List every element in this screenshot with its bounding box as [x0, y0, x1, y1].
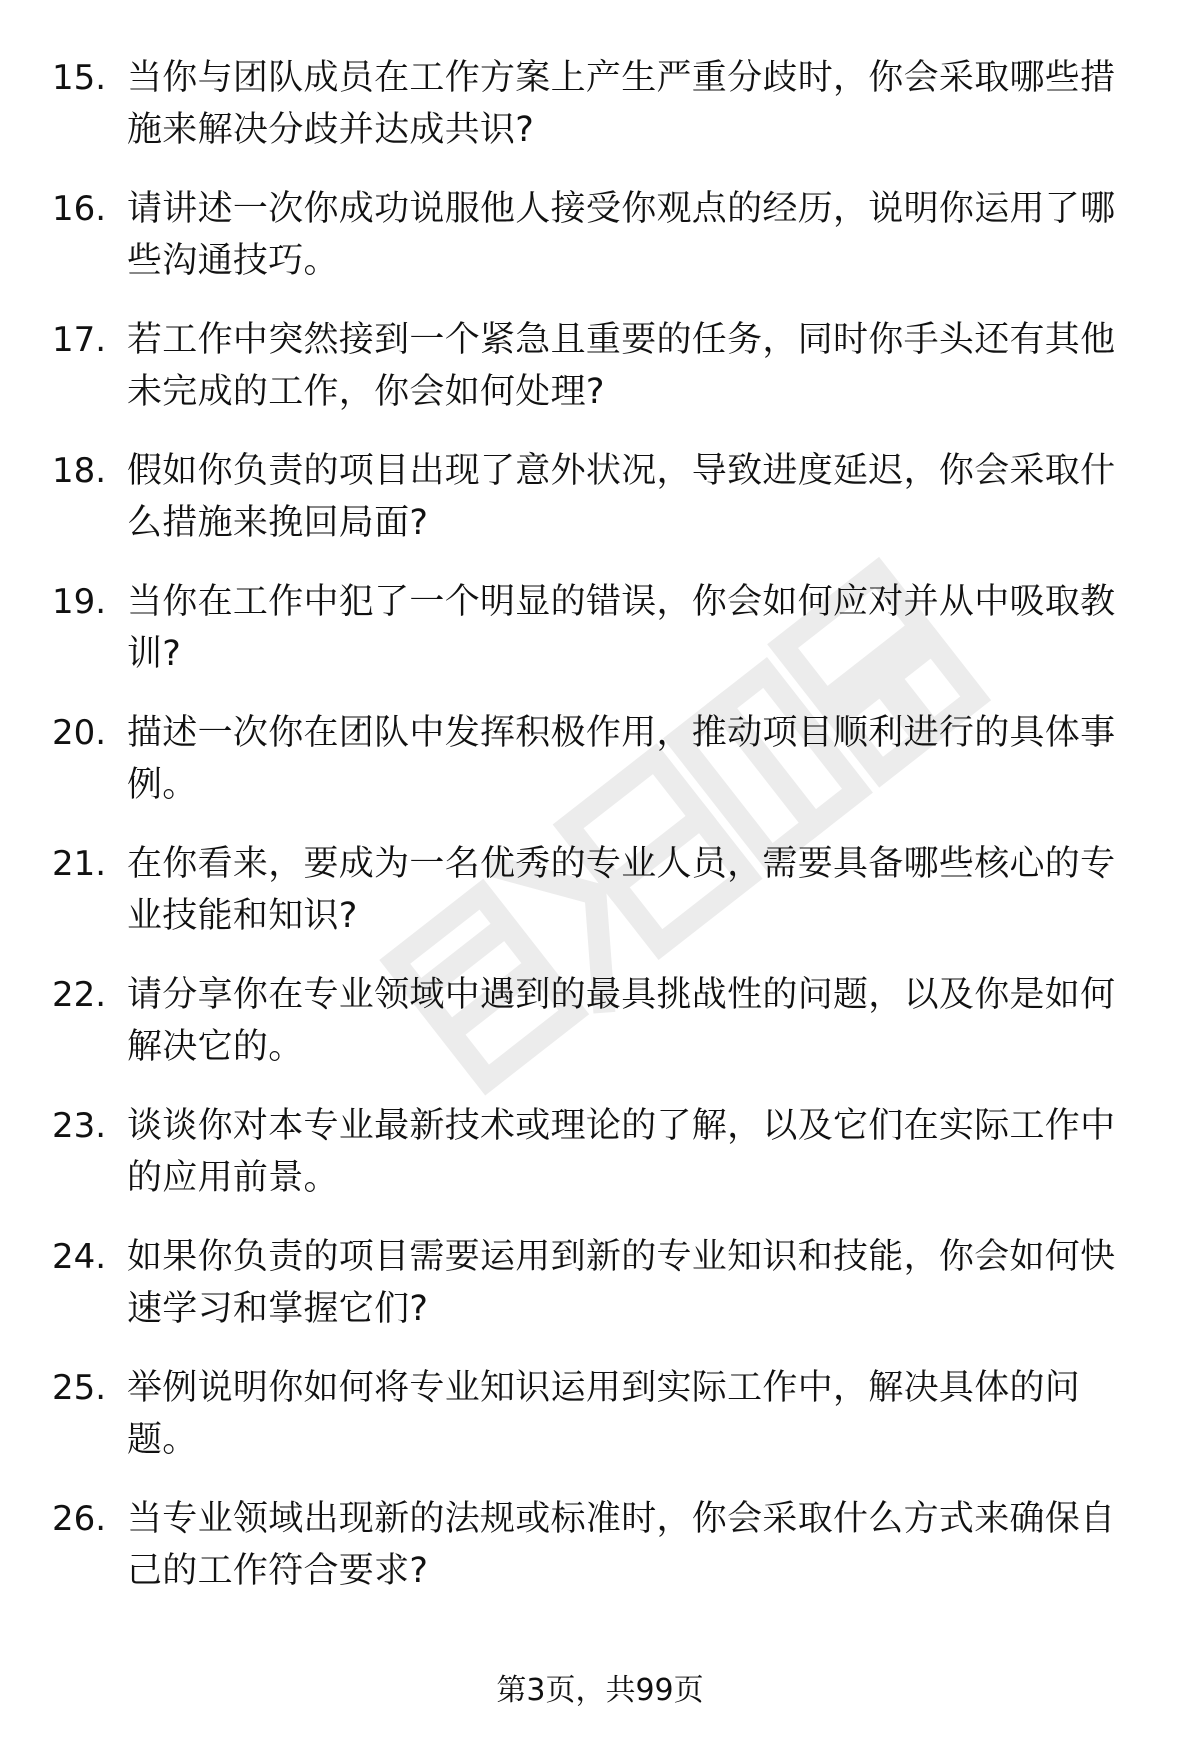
question-number: 15.	[52, 58, 107, 98]
question-number: 16.	[52, 189, 107, 229]
question-number: 17.	[52, 320, 107, 360]
question-item	[0, 445, 1200, 576]
question-text: 如果你负责的项目需要运用到新的专业知识和技能，你会如何快速学习和掌握它们?	[127, 1237, 1116, 1329]
question-item	[0, 838, 1200, 969]
question-text: 在你看来，要成为一名优秀的专业人员，需要具备哪些核心的专业技能和知识?	[127, 844, 1116, 936]
question-text: 谈谈你对本专业最新技术或理论的了解，以及它们在实际工作中的应用前景。	[127, 1106, 1116, 1198]
question-number: 22.	[52, 975, 107, 1015]
question-number: 20.	[52, 713, 107, 753]
question-item	[0, 1362, 1200, 1493]
question-item	[0, 576, 1200, 707]
question-text: 当专业领域出现新的法规或标准时，你会采取什么方式来确保自己的工作符合要求?	[127, 1499, 1116, 1591]
question-item	[0, 183, 1200, 314]
question-text: 若工作中突然接到一个紧急且重要的任务，同时你手头还有其他未完成的工作，你会如何处理?	[127, 320, 1116, 412]
question-text: 请讲述一次你成功说服他人接受你观点的经历，说明你运用了哪些沟通技巧。	[127, 189, 1116, 281]
question-item	[0, 1100, 1200, 1231]
question-number: 26.	[52, 1499, 107, 1539]
question-number: 19.	[52, 582, 107, 622]
question-text: 描述一次你在团队中发挥积极作用，推动项目顺利进行的具体事例。	[127, 713, 1116, 805]
question-item	[0, 707, 1200, 838]
question-item	[0, 969, 1200, 1100]
question-number: 18.	[52, 451, 107, 491]
question-item	[0, 314, 1200, 445]
question-item	[0, 1493, 1200, 1624]
page-footer: 第3页，共99页	[496, 1673, 704, 1708]
question-number: 25.	[52, 1368, 107, 1408]
question-number: 23.	[52, 1106, 107, 1146]
question-item	[0, 1231, 1200, 1362]
question-text: 当你与团队成员在工作方案上产生严重分歧时，你会采取哪些措施来解决分歧并达成共识?	[127, 58, 1116, 150]
question-list	[0, 52, 1200, 1624]
question-text: 假如你负责的项目出现了意外状况，导致进度延迟，你会采取什么措施来挽回局面?	[127, 451, 1116, 543]
question-text: 请分享你在专业领域中遇到的最具挑战性的问题，以及你是如何解决它的。	[127, 975, 1116, 1067]
question-text: 当你在工作中犯了一个明显的错误，你会如何应对并从中吸取教训?	[127, 582, 1116, 674]
question-text: 举例说明你如何将专业知识运用到实际工作中，解决具体的问题。	[127, 1368, 1081, 1460]
question-number: 24.	[52, 1237, 107, 1277]
question-item	[0, 52, 1200, 183]
question-number: 21.	[52, 844, 107, 884]
